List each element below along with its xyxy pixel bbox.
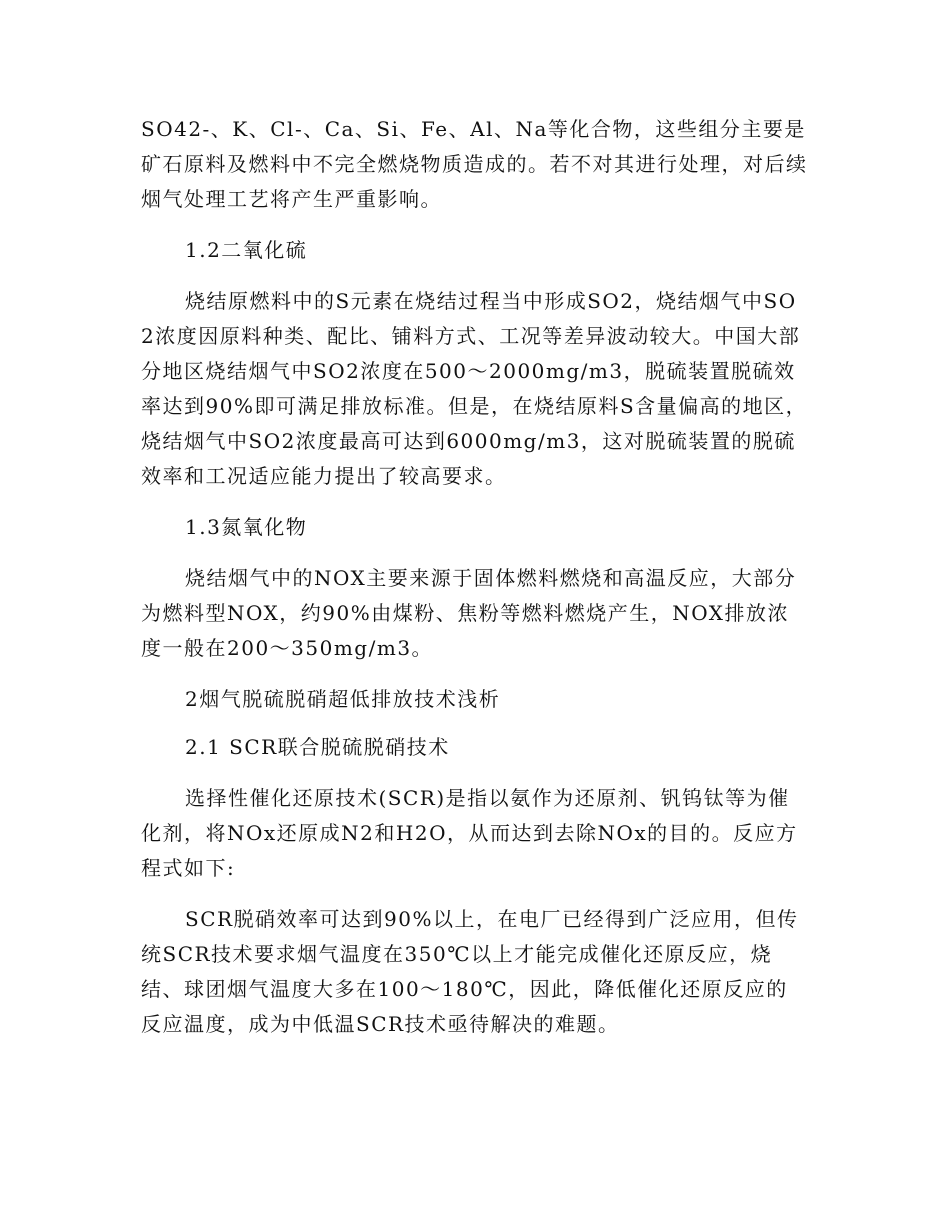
- paragraph-scr-efficiency: SCR脱硝效率可达到90%以上，在电厂已经得到广泛应用，但传统SCR技术要求烟气温度在350℃以上才能完成催化还原反应，烧结、球团烟气温度大多在100～180℃，因此，降低催化还原反应的反应温度，成为中低温SCR技术亟待解决的难题。: [141, 907, 799, 1036]
- section-heading-2-1: 2.1 SCR联合脱硫脱硝技术: [185, 735, 450, 759]
- paragraph-sulfur-dioxide: 烧结原燃料中的S元素在烧结过程当中形成SO2，烧结烟气中SO2浓度因原料种类、配比、铺料方式、工况等差异波动较大。中国大部分地区烧结烟气中SO2浓度在500～2000mg/m3，脱硫装置脱硫效率达到90%即可满足排放标准。但是，在烧结原料S含量偏高的地区，烧结烟气中SO2浓度最高可达到6000mg/m3，这对脱硫装置的脱硫效率和工况适应能力提出了较高要求。: [141, 289, 808, 488]
- section-heading-1-3: 1.3氮氧化物: [185, 515, 308, 539]
- section-heading-2: 2烟气脱硫脱硝超低排放技术浅析: [185, 687, 501, 711]
- paragraph-scr-definition: 选择性催化还原技术(SCR)是指以氨作为还原剂、钒钨钛等为催化剂，将NOx还原成N2和H2O，从而达到去除NOx的目的。反应方程式如下:: [141, 786, 798, 880]
- document-body: [141, 112, 809, 1042]
- paragraph-nitrogen-oxides: 烧结烟气中的NOX主要来源于固体燃料燃烧和高温反应，大部分为燃料型NOX，约90%由煤粉、焦粉等燃料燃烧产生，NOX排放浓度一般在200～350mg/m3。: [141, 566, 797, 660]
- section-heading-1-2: 1.2二氧化硫: [185, 238, 308, 262]
- paragraph-impurities: SO42-、K、Cl-、Ca、Si、Fe、Al、Na等化合物，这些组分主要是矿石原料及燃料中不完全燃烧物质造成的。若不对其进行处理，对后续烟气处理工艺将产生严重影响。: [141, 117, 808, 211]
